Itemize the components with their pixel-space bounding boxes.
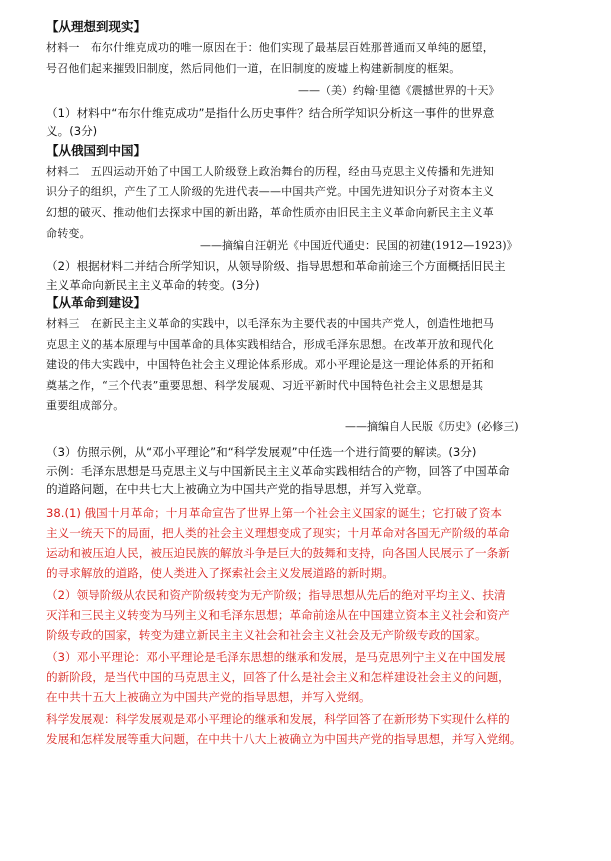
material-source: ——摘编自人民版《历史》(必修三) [345, 420, 519, 433]
material-source: ——（美）约翰·里德《震撼世界的十天》 [298, 84, 500, 97]
material-line: 材料一 布尔什维克成功的唯一原因在于：他们实现了最基层百姓那普通而又单纯的愿望， [46, 41, 494, 54]
question-line: （2）根据材料二并结合所学知识，从领导阶级、指导思想和革命前途三个方面概括旧民主 [46, 259, 506, 273]
material-source: ——摘编自汪朝光《中国近代通史：民国的初建(1912—1923)》 [200, 239, 518, 252]
material-line: 建设的伟大实践中，中国特色社会主义理论体系形成。邓小平理论是这一理论体系的开拓和 [46, 358, 494, 371]
material-line: 重要组成部分。 [46, 399, 125, 412]
material-line: 材料三 在新民主主义革命的实践中，以毛泽东为主要代表的中国共产党人，创造性地把马 [46, 317, 494, 330]
material-line: 克思主义的基本原理与中国革命的具体实践相结合，形成毛泽东思想。在改革开放和现代化 [46, 338, 494, 351]
material-line: 幻想的破灭、推动他们去探求中国的新出路，革命性质亦由旧民主主义革命向新民主主义革 [46, 206, 494, 219]
example-line: 示例：毛泽东思想是马克思主义与中国新民主主义革命实践相结合的产物，回答了中国革命 [46, 464, 510, 478]
answer-line: 灭洋和三民主义转变为马列主义和毛泽东思想；革命前途从在中国建立资本主义社会和资产 [46, 608, 510, 622]
answer-line: （2）领导阶级从农民和资产阶级转变为无产阶级；指导思想从先后的绝对平均主义、扶清 [46, 588, 506, 602]
answer-line: 的新阶段，是当代中国的马克思主义，回答了什么是社会主义和怎样建设社会主义的问题， [46, 670, 510, 684]
question-line: （3）仿照示例，从“邓小平理论”和“科学发展观”中任选一个进行简要的解读。(3分) [46, 445, 477, 459]
answer-line: 的寻求解放的道路，使人类进入了探索社会主义发展道路的新时期。 [46, 566, 394, 580]
material-line: 奠基之作，“三个代表”重要思想、科学发展观、习近平新时代中国特色社会主义思想是其 [46, 379, 484, 392]
section-heading: 【从理想到现实】 [46, 19, 147, 34]
answer-line: 38.(1) 俄国十月革命；十月革命宣告了世界上第一个社会主义国家的诞生；它打破了资本 [46, 506, 502, 520]
answer-line: 在中共十五大上被确立为中国共产党的指导思想，并写入党纲。 [46, 690, 371, 704]
question-line: （1）材料中“布尔什维克成功”是指什么历史事件？结合所学知识分析这一事件的世界意 [46, 106, 495, 120]
answer-line: 阶级专政的国家，转变为建立新民主主义社会和社会主义社会及无产阶级专政的国家。 [46, 628, 487, 642]
material-line: 材料二 五四运动开始了中国工人阶级登上政治舞台的历程，经由马克思主义传播和先进知 [46, 165, 494, 178]
answer-line: （3）邓小平理论：邓小平理论是毛泽东思想的继承和发展，是马克思列宁主义在中国发展 [46, 650, 506, 664]
example-line: 的道路问题，在中共七大上被确立为中国共产党的指导思想，并写入党章。 [46, 482, 429, 496]
answer-line: 发展和怎样发展等重大问题，在中共十八大上被确立为中国共产党的指导思想，并写入党纲。 [46, 732, 522, 746]
answer-line: 运动和被压迫人民，被压迫民族的解放斗争是巨大的鼓舞和支持，向各国人民展示了一条新 [46, 546, 510, 560]
section-heading: 【从俄国到中国】 [46, 143, 147, 158]
question-line: 主义革命向新民主主义革命的转变。(3分) [46, 278, 260, 292]
question-line: 义。(3分) [46, 124, 98, 138]
material-line: 命转变。 [46, 227, 91, 240]
material-line: 号召他们起来摧毁旧制度，然后同他们一道，在旧制度的废墟上构建新制度的框架。 [46, 62, 461, 75]
answer-line: 主义一统天下的局面，把人类的社会主义理想变成了现实；十月革命对各国无产阶级的革命 [46, 526, 510, 540]
material-line: 识分子的组织，产生了工人阶级的先进代表——中国共产党。中国先进知识分子对资本主义 [46, 185, 494, 198]
section-heading: 【从革命到建设】 [46, 295, 147, 310]
answer-line: 科学发展观：科学发展观是邓小平理论的继承和发展，科学回答了在新形势下实现什么样的 [46, 712, 510, 726]
